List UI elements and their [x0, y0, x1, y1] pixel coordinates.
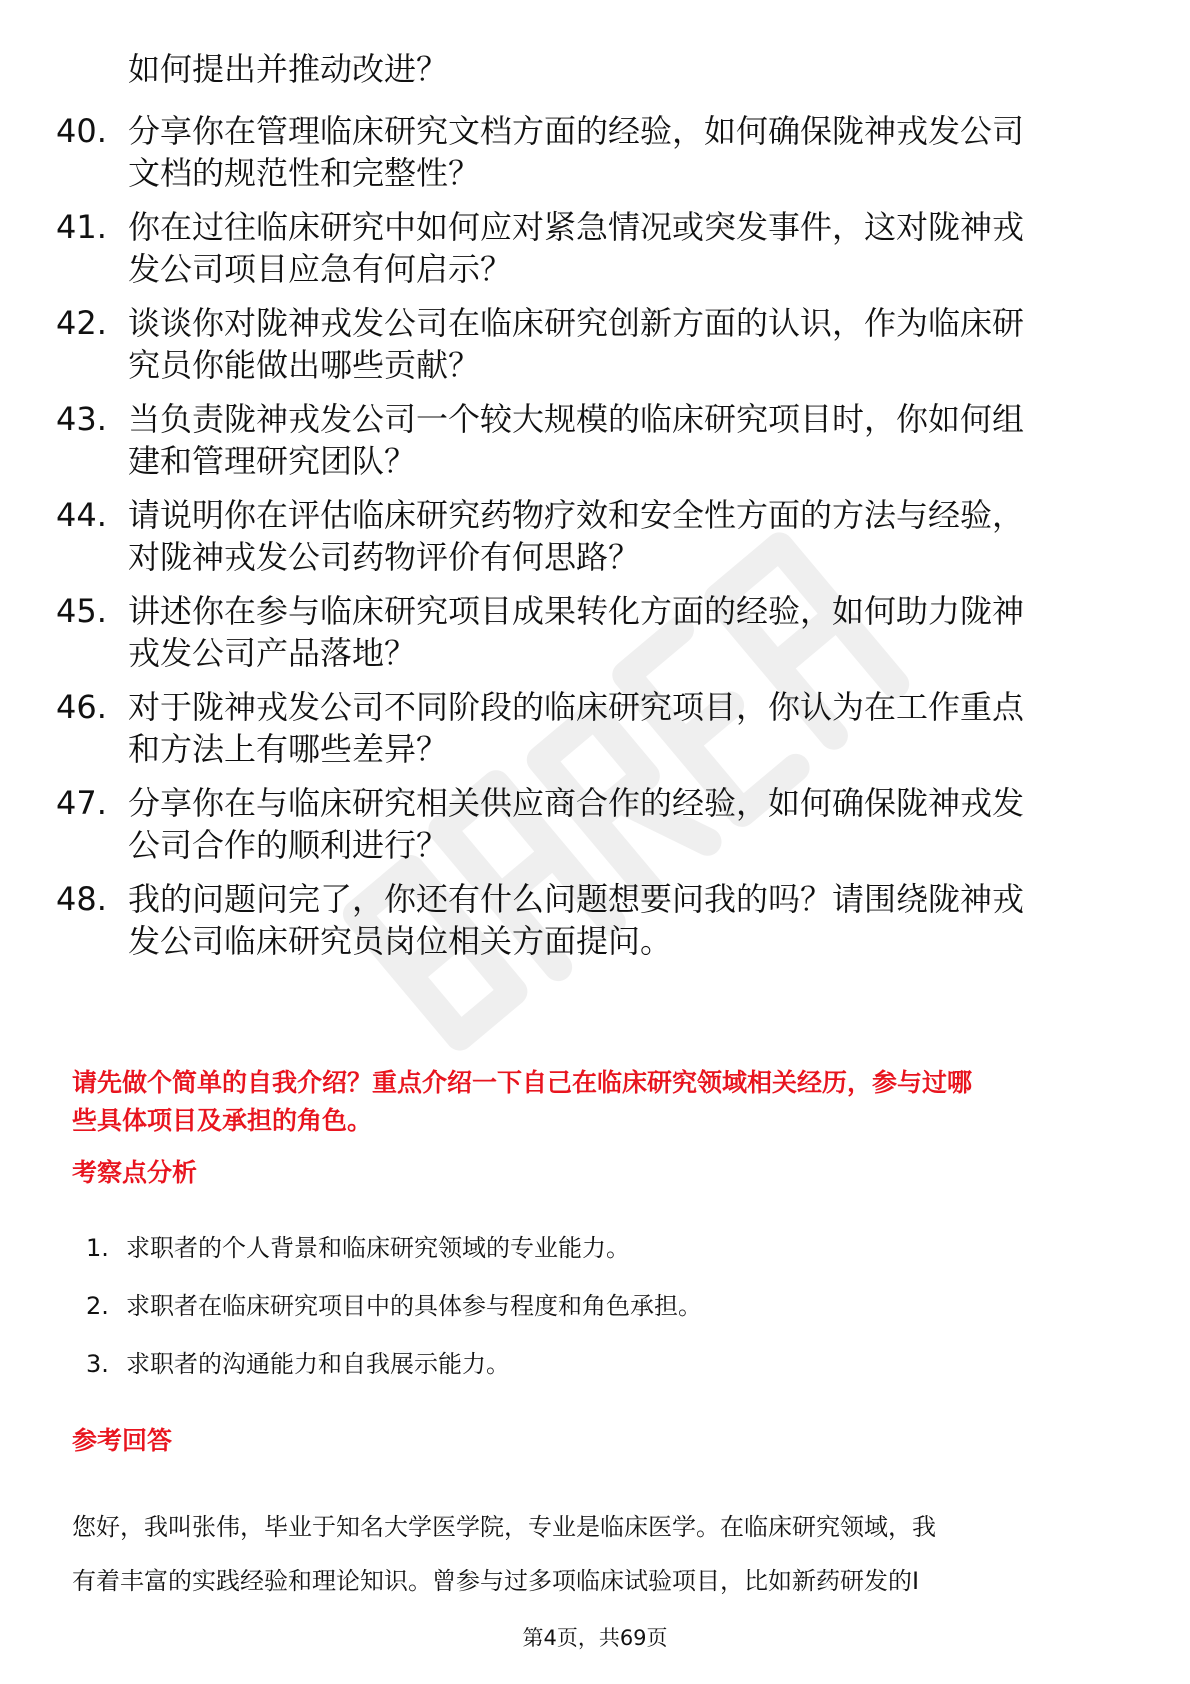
question-text [128, 494, 1128, 578]
highlight-question-line: 些具体项目及承担的角色。 [72, 1106, 373, 1135]
question-text [128, 878, 1128, 962]
question-text [128, 206, 1128, 290]
reference-answer-line: 您好，我叫张伟，毕业于知名大学医学院，专业是临床医学。在临床研究领域，我 [72, 1513, 936, 1541]
analysis-point-number: 1. [86, 1234, 109, 1262]
analysis-point-text: 求职者在临床研究项目中的具体参与程度和角色承担。 [126, 1292, 702, 1320]
question-number: 46. [56, 688, 107, 726]
reference-answer-line: 有着丰富的实践经验和理论知识。曾参与过多项临床试验项目，比如新药研发的I [72, 1567, 920, 1595]
question-line: 你在过往临床研究中如何应对紧急情况或突发事件，这对陇神戎 [128, 208, 1025, 246]
question-line: 我的问题问完了，你还有什么问题想要问我的吗？请围绕陇神戎 [128, 880, 1025, 918]
question-line: 讲述你在参与临床研究项目成果转化方面的经验，如何助力陇神 [128, 592, 1025, 630]
question-line: 建和管理研究团队？ [128, 442, 417, 480]
question-text [128, 686, 1128, 770]
question-number: 48. [56, 880, 107, 918]
question-line: 戎发公司产品落地？ [128, 634, 417, 672]
analysis-point-number: 2. [86, 1292, 109, 1320]
analysis-point-text: 求职者的个人背景和临床研究领域的专业能力。 [126, 1234, 630, 1262]
question-line: 谈谈你对陇神戎发公司在临床研究创新方面的认识，作为临床研 [128, 304, 1025, 342]
question-line: 对陇神戎发公司药物评价有何思路？ [128, 538, 641, 576]
question-number: 47. [56, 784, 107, 822]
question-line: 分享你在与临床研究相关供应商合作的经验，如何确保陇神戎发 [128, 784, 1025, 822]
question-line: 对于陇神戎发公司不同阶段的临床研究项目，你认为在工作重点 [128, 688, 1025, 726]
analysis-point-number: 3. [86, 1350, 109, 1378]
question-text [128, 110, 1128, 194]
question-line: 当负责陇神戎发公司一个较大规模的临床研究项目时，你如何组 [128, 400, 1025, 438]
question-number: 45. [56, 592, 107, 630]
question-number: 44. [56, 496, 107, 534]
question-number: 41. [56, 208, 107, 246]
analysis-title: 考察点分析 [72, 1158, 198, 1187]
question-line: 和方法上有哪些差异？ [128, 730, 449, 768]
question-continuation: 如何提出并推动改进？ [128, 50, 449, 88]
question-number: 42. [56, 304, 107, 342]
page-footer [0, 1624, 1190, 1652]
page-number-label: 第4页，共69页 [522, 1626, 668, 1650]
highlight-question [72, 1064, 1132, 1140]
question-line: 发公司项目应急有何启示？ [128, 250, 513, 288]
question-line: 究员你能做出哪些贡献？ [128, 346, 481, 384]
question-line: 分享你在管理临床研究文档方面的经验，如何确保陇神戎发公司 [128, 112, 1025, 150]
question-number: 43. [56, 400, 107, 438]
reference-answer [72, 1500, 1132, 1608]
reference-title: 参考回答 [72, 1426, 173, 1455]
question-number: 40. [56, 112, 107, 150]
question-line: 发公司临床研究员岗位相关方面提问。 [128, 922, 673, 960]
question-line: 文档的规范性和完整性？ [128, 154, 481, 192]
question-line: 公司合作的顺利进行？ [128, 826, 449, 864]
question-text [128, 782, 1128, 866]
highlight-question-line: 请先做个简单的自我介绍？重点介绍一下自己在临床研究领域相关经历，参与过哪 [72, 1068, 973, 1097]
question-text [128, 590, 1128, 674]
analysis-point-text: 求职者的沟通能力和自我展示能力。 [126, 1350, 510, 1378]
question-line: 请说明你在评估临床研究药物疗效和安全性方面的方法与经验， [128, 496, 1025, 534]
question-text [128, 398, 1128, 482]
question-text [128, 302, 1128, 386]
